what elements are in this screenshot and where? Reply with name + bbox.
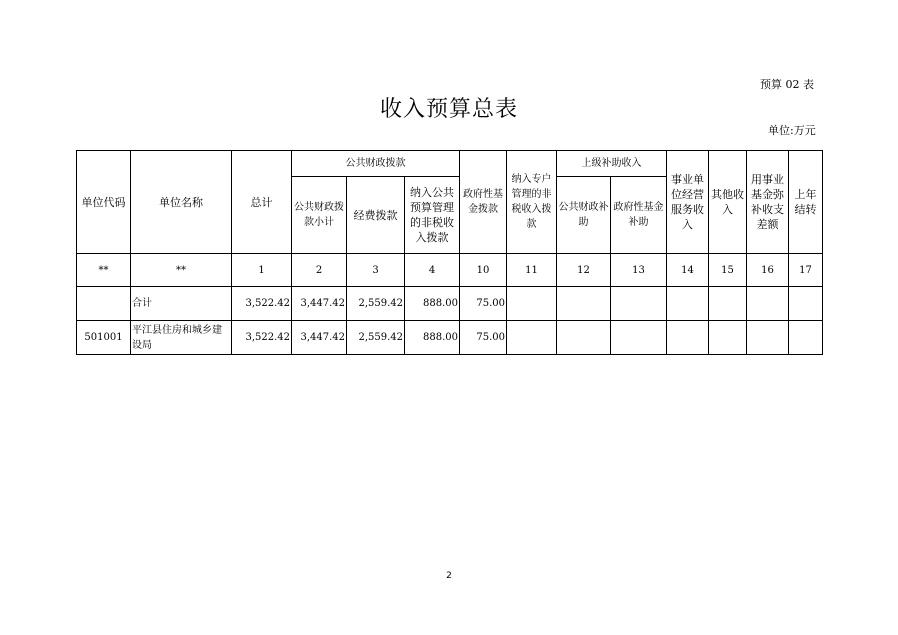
funding-cell: 2,559.42 [347, 321, 405, 355]
empty-cell [747, 321, 789, 355]
gov-fund-cell: 75.00 [460, 287, 507, 321]
col-gov-fund: 政府性基金拨款 [460, 151, 507, 254]
col-non-tax-special: 纳入专户管理的非税收入拨款 [507, 151, 557, 254]
table-row-total [77, 287, 823, 321]
form-number: 预算 02 表 [760, 78, 814, 91]
index-row [77, 254, 823, 287]
empty-cell [747, 287, 789, 321]
total-cell: 3,522.42 [232, 321, 292, 355]
empty-cell [557, 321, 611, 355]
index-cell: 3 [347, 254, 405, 287]
col-non-tax-budget: 纳入公共预算管理的非税收入拨款 [405, 177, 460, 254]
empty-cell [789, 321, 823, 355]
index-cell: 14 [667, 254, 709, 287]
index-cell: 10 [460, 254, 507, 287]
col-superior-subsidy: 上级补助收入 [557, 151, 667, 177]
total-cell: 3,522.42 [232, 287, 292, 321]
col-unit-code: 单位代码 [77, 151, 131, 254]
col-unit-name: 单位名称 [131, 151, 232, 254]
col-public-finance: 公共财政拨款 [292, 151, 460, 177]
subtotal-cell: 3,447.42 [292, 321, 347, 355]
index-cell: 4 [405, 254, 460, 287]
col-public-finance-subtotal: 公共财政拨款小计 [292, 177, 347, 254]
empty-cell [507, 321, 557, 355]
unit-name-cell: 合计 [131, 287, 232, 321]
index-cell: 16 [747, 254, 789, 287]
funding-cell: 2,559.42 [347, 287, 405, 321]
empty-cell [709, 321, 747, 355]
non-tax-cell: 888.00 [405, 287, 460, 321]
empty-cell [611, 321, 667, 355]
page-number: 2 [446, 571, 452, 581]
unit-code-cell [77, 287, 131, 321]
income-budget-table [76, 150, 823, 355]
index-cell: ** [131, 254, 232, 287]
empty-cell [507, 287, 557, 321]
index-cell: ** [77, 254, 131, 287]
subtotal-cell: 3,447.42 [292, 287, 347, 321]
col-fund-offset: 用事业基金弥补收支差额 [747, 151, 789, 254]
col-business-income: 事业单位经营服务收入 [667, 151, 709, 254]
col-carryover: 上年结转 [789, 151, 823, 254]
col-total: 总计 [232, 151, 292, 254]
empty-cell [611, 287, 667, 321]
non-tax-cell: 888.00 [405, 321, 460, 355]
index-cell: 1 [232, 254, 292, 287]
unit-label: 单位:万元 [768, 124, 816, 137]
empty-cell [557, 287, 611, 321]
col-funding: 经费拨款 [347, 177, 405, 254]
col-public-subsidy: 公共财政补助 [557, 177, 611, 254]
index-cell: 15 [709, 254, 747, 287]
index-cell: 13 [611, 254, 667, 287]
index-cell: 2 [292, 254, 347, 287]
unit-name-cell: 平江县住房和城乡建设局 [131, 321, 232, 355]
index-cell: 12 [557, 254, 611, 287]
empty-cell [667, 321, 709, 355]
page-title: 收入预算总表 [379, 97, 518, 122]
index-cell: 11 [507, 254, 557, 287]
empty-cell [667, 287, 709, 321]
index-cell: 17 [789, 254, 823, 287]
table-row-unit [77, 321, 823, 355]
col-other-income: 其他收入 [709, 151, 747, 254]
empty-cell [789, 287, 823, 321]
unit-code-cell: 501001 [77, 321, 131, 355]
empty-cell [709, 287, 747, 321]
gov-fund-cell: 75.00 [460, 321, 507, 355]
col-gov-fund-subsidy: 政府性基金补助 [611, 177, 667, 254]
